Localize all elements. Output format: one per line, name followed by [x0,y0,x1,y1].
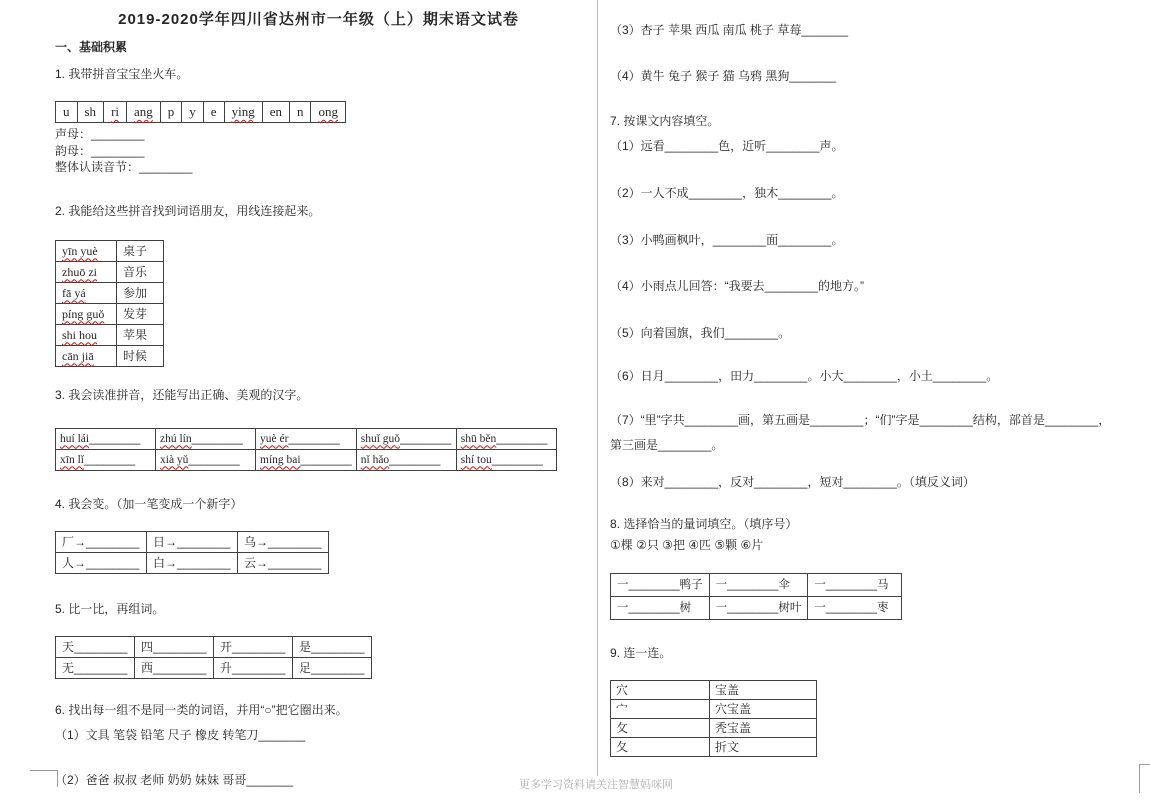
pinyin-text: xīn lǐ [60,453,84,466]
add-stroke-cell: 厂→________ [56,531,147,552]
table-row [56,636,372,657]
answer-blank: ________ [300,453,352,466]
q3-label: 3. 我会读准拼音，还能写出正确、美观的汉字。 [55,387,309,402]
answer-blank: ________ [496,432,548,445]
word-cell: 参加 [117,282,164,303]
radical-cell: 夂 [611,738,710,757]
train-cell: ri [104,102,127,123]
q7-item-2: （2）一人不成________，独木________。 [610,186,844,200]
pinyin-write-cell [256,449,357,470]
pinyin-cell: fā yá [56,282,117,303]
table-row [56,102,346,123]
train-cell: ying [224,102,262,123]
column-divider [597,0,598,776]
match-row [56,345,164,366]
pinyin-write-cell [456,449,556,470]
train-cell: u [56,102,78,123]
match-row [56,282,164,303]
pinyin-write-cell [456,428,556,449]
q6-label: 6. 找出每一组不是同一类的词语，并用“○”把它圈出来。 [55,702,348,717]
table-row [56,428,557,449]
pinyin-write-cell [256,428,357,449]
radical-cell: 宀 [611,700,710,719]
pinyin-write-cell [156,428,256,449]
match-row [56,240,164,261]
compare-words-table [55,636,372,679]
table-row [611,681,817,700]
pinyin-write-cell [56,428,156,449]
measure-word-cell: 一________树叶 [709,597,808,620]
left-column [55,0,582,788]
table-row [611,738,817,757]
table-row [611,574,902,597]
measure-word-cell: 一________马 [808,574,902,597]
add-stroke-cell: 人→________ [56,552,147,573]
answer-blank: ________ [83,453,136,466]
word-cell: 时候 [117,345,164,366]
pinyin-text: shū běn [460,432,497,445]
answer-blank: ________ [400,432,452,445]
train-cell: n [289,102,311,123]
compare-cell: 四________ [135,636,214,657]
pinyin-text: huí lái [60,432,90,445]
table-row [611,597,902,620]
add-stroke-cell: 乌→________ [238,531,329,552]
train-cell: p [160,102,182,123]
match-row [56,324,164,345]
pinyin-cell: zhuō zi [56,261,117,282]
radical-name-cell: 穴宝盖 [710,700,817,719]
table-row [611,700,817,719]
add-stroke-cell: 白→________ [147,552,238,573]
train-cell: en [262,102,289,123]
pinyin-match-table [55,240,164,367]
answer-blank: ________ [191,432,243,445]
train-cell: e [203,102,224,123]
pinyin-text: zhú lín [160,432,192,445]
q4-label: 4. 我会变。（加一笔变成一个新字） [55,496,243,511]
table-row [56,449,557,470]
pinyin-write-table [55,428,557,471]
train-cell: ong [311,102,346,123]
pinyin-text: xià yǔ [160,453,189,466]
q1-label: 1. 我带拼音宝宝坐火车。 [55,67,189,81]
section-heading: 一、基础积累 [55,40,128,54]
radical-match-table [610,680,817,757]
pinyin-write-cell [356,449,456,470]
answer-blank: ________ [89,432,141,445]
measure-word-table [610,573,902,620]
pinyin-cell: yīn yuè [56,240,117,261]
word-cell: 发芽 [117,303,164,324]
answer-blank: ________ [188,453,240,466]
pinyin-write-cell [56,449,156,470]
add-stroke-cell: 日→________ [147,531,238,552]
train-cell: ang [127,102,161,123]
compare-cell: 是________ [293,636,372,657]
q5-label: 5. 比一比，再组词。 [55,601,165,616]
q6-item-1: （1）文具 笔袋 铅笔 尺子 橡皮 转笔刀_______ [55,727,306,742]
compare-cell: 天________ [56,636,135,657]
word-cell: 桌子 [117,240,164,261]
match-row [56,303,164,324]
radical-name-cell: 折文 [710,738,817,757]
q6-item-2: （2）爸爸 叔叔 老师 奶奶 妹妹 哥哥_______ [55,772,294,787]
compare-cell: 升________ [214,657,293,678]
q7-item-6: （6）日月________，田力________。小大________，小土________。 [610,369,999,383]
q8-label: 8. 选择恰当的量词填空。（填序号） [610,517,798,531]
table-row [56,657,372,678]
radical-cell: 攵 [611,719,710,738]
pinyin-text: nǐ hǎo [360,453,390,466]
q7-item-1: （1）远看________色，近听________声。 [610,139,844,153]
word-cell: 音乐 [117,261,164,282]
add-stroke-table [55,531,329,574]
answer-blank: ________ [288,432,340,445]
pinyin-text: shuǐ guǒ [360,432,401,445]
measure-word-cell: 一________枣 [808,597,902,620]
radical-name-cell: 秃宝盖 [710,719,817,738]
train-cell: sh [77,102,104,123]
right-column [610,0,1115,757]
q7-item-7: （7）“里”字共________画，第五画是________；“们”字是________结构，部首是________，第三画是________。 [610,413,1111,452]
pinyin-train-table [55,101,346,123]
watermark-text: 更多学习资料请关注智慧妈咪网 [519,779,673,791]
pinyin-cell: píng guǒ [56,303,117,324]
add-stroke-cell: 云→________ [238,552,329,573]
q7-item-5: （5）向着国旗，我们________。 [610,326,791,340]
q7-item-8: （8）来对________，反对________，短对________。（填反义词） [610,475,975,489]
q7-item-4: （4）小雨点儿回答：“我要去________的地方。” [610,279,865,293]
measure-word-cell: 一________伞 [709,574,808,597]
pinyin-text: yuè ér [260,432,289,445]
pinyin-cell: shi hou [56,324,117,345]
pinyin-text: míng bai [260,453,301,466]
table-row [611,719,817,738]
yunmu-line: 韵母：________ [55,143,145,158]
q2-label: 2. 我能给这些拼音找到词语朋友，用线连接起来。 [55,203,321,218]
q8-options: ①棵 ②只 ③把 ④匹 ⑤颗 ⑥片 [610,538,764,552]
q9-label: 9. 连一连。 [610,646,672,660]
train-cell: y [182,102,204,123]
table-row [56,531,329,552]
compare-cell: 无________ [56,657,135,678]
q6-item-3: （3）杏子 苹果 西瓜 南瓜 桃子 草莓_______ [610,23,849,37]
pinyin-write-cell [156,449,256,470]
pinyin-cell: cān jiā [56,345,117,366]
measure-word-cell: 一________树 [611,597,710,620]
shengmu-line: 声母：________ [55,127,145,141]
radical-name-cell: 宝盖 [710,681,817,700]
radical-cell: 穴 [611,681,710,700]
measure-word-cell: 一________鸭子 [611,574,710,597]
compare-cell: 开________ [214,636,293,657]
pinyin-write-cell [356,428,456,449]
match-row [56,261,164,282]
page-title: 2019-2020学年四川省达州市一年级（上）期末语文试卷 [118,11,519,28]
q6-item-4: （4）黄牛 兔子 猴子 猫 乌鸦 黑狗_______ [610,69,837,83]
q7-label: 7. 按课文内容填空。 [610,114,720,128]
table-row [56,552,329,573]
compare-cell: 西________ [135,657,214,678]
compare-cell: 足________ [293,657,372,678]
word-cell: 苹果 [117,324,164,345]
answer-blank: ________ [491,453,543,466]
q7-item-3: （3）小鸭画枫叶，________面________。 [610,233,844,247]
answer-blank: ________ [389,453,441,466]
pinyin-text: shí tou [460,453,492,466]
zhengti-line: 整体认读音节：________ [55,160,193,174]
